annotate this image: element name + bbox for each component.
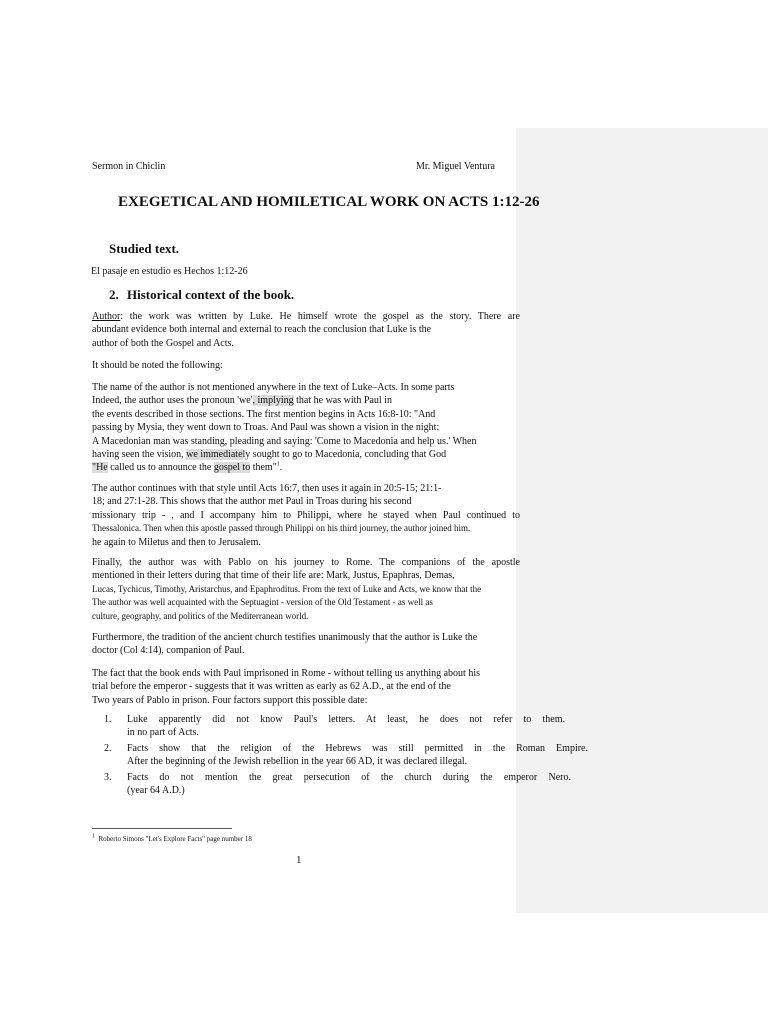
list-number: 2. (104, 742, 112, 754)
text-line: abundant evidence both internal and external to reach the conclusion that Luke is the (92, 324, 432, 336)
paragraph-finally (92, 556, 520, 623)
list-number: 3. (104, 771, 112, 783)
text-line: Two years of Pablo in prison. Four factors support this possible date: (92, 694, 368, 706)
paragraph-author-name (92, 381, 520, 475)
text-line: trial before the emperor - suggests that it was written as early as 62 A.D., at the end of the (92, 681, 451, 693)
text-line: Furthermore, the tradition of the ancient church testifies unanimously that the author is Luke the (92, 632, 478, 643)
paragraph-noted: It should be noted the following: (92, 360, 223, 371)
text-line (92, 310, 520, 323)
text-line: doctor (Col 4:14), companion of Paul. (92, 645, 245, 657)
text-line: culture, geography, and politics of the Mediterranean world. (92, 610, 309, 621)
footnote (92, 835, 252, 843)
text-line: mentioned in their letters during that time of their life are: Mark, Justus, Epaphras, Demas, (92, 570, 455, 582)
text-line: passing by Mysia, they went down to Troas. And Paul was shown a vision in the night: (92, 422, 440, 434)
text-span: Indeed, the author uses the pronoun 'we' (92, 395, 253, 407)
text-line: The name of the author is not mentioned anywhere in the text of Luke–Acts. In some parts (92, 382, 455, 393)
footnote-mark: 1 (92, 833, 95, 840)
text-span: them" (250, 462, 277, 474)
text-line: Finally, the author was with Pablo on his journey to Rome. The companions of the apostle (92, 557, 520, 568)
text-line: A Macedonian man was standing, pleading and saying: 'Come to Macedonia and help us.' When (92, 435, 477, 447)
text-line (92, 448, 520, 461)
header-left: Sermon in Chiclin (92, 161, 166, 172)
section-heading-text: Historical context of the book. (127, 287, 295, 302)
text-line: Facts do not mention the great persecution of the church during the emperor Nero. (127, 771, 571, 783)
text-line: The fact that the book ends with Paul imprisoned in Rome - without telling us anything about his (92, 668, 481, 679)
text-line: After the beginning of the Jewish rebellion in the year 66 AD, it was declared illegal. (127, 756, 468, 768)
header-right: Mr. Miguel Ventura (416, 161, 495, 172)
text-line: The author continues with that style until Acts 16:7, then uses it again in 20:5-15; 21:1- (92, 483, 442, 494)
text-line: Thessalonica. Then when this apostle passed through Philippi on his third journey, the author joined him. (92, 523, 471, 534)
text-line (92, 461, 520, 474)
list-item (104, 771, 594, 798)
author-label: Author (92, 311, 121, 322)
text-line: he again to Miletus and then to Jerusalem. (92, 536, 261, 548)
text-line: the events described in those sections. The first mention begins in Acts 16:8-10: "And (92, 408, 436, 420)
text-span: that he was with Paul in (293, 395, 392, 407)
text-span: ly sought to go to Macedonia, concluding that God (242, 449, 447, 461)
page-number: 1 (296, 854, 302, 866)
footnote-reference[interactable]: 1 (276, 462, 280, 469)
section-number: 2. (109, 287, 119, 302)
highlighted-text: , implying (252, 395, 294, 407)
text-line: Facts show that the religion of the Hebrews was still permitted in the Roman Empire. (127, 742, 588, 754)
text-line: The author was well acquainted with the Septuagint - version of the Old Testament - as well as (92, 597, 433, 608)
highlighted-text: we immediate (186, 449, 243, 461)
list-item (104, 742, 594, 769)
highlighted-text: "He (92, 462, 108, 474)
section-heading-historical-context (109, 287, 294, 303)
text-line: 18; and 27:1-28. This shows that the author met Paul in Troas during his second (92, 496, 412, 508)
footnote-text: Roberto Simons "Let's Explore Facts" page number 18 (98, 835, 252, 843)
text-line: Luke apparently did not know Paul's letters. At least, he does not refer to them. (127, 714, 565, 725)
text-line (92, 394, 520, 407)
text-line: missionary trip - , and I accompany him to Philippi, where he stayed when Paul continued to (92, 509, 520, 521)
text-span: called us to announce the (107, 462, 214, 474)
section-heading-studied-text: Studied text. (109, 241, 180, 256)
list-number: 1. (104, 714, 112, 725)
paragraph-author (92, 310, 520, 350)
text-span: : the work was written by Luke. He himself wrote the gospel as the story. There are (120, 311, 520, 322)
text-line: author of both the Gospel and Acts. (92, 337, 234, 349)
document-title: EXEGETICAL AND HOMILETICAL WORK ON ACTS 1:12-26 (118, 194, 540, 210)
list-item (104, 713, 594, 740)
footnote-separator (92, 828, 232, 829)
section-note: El pasaje en estudio es Hechos 1:12-26 (91, 266, 248, 277)
factors-list (104, 713, 594, 799)
paragraph-tradition (92, 631, 520, 658)
text-span: . (279, 462, 283, 474)
text-line: Lucas, Tychicus, Timothy, Aristarchus, and Epaphroditus. From the text of Luke and Acts, we know that the (92, 583, 482, 594)
text-line: in no part of Acts. (127, 727, 199, 739)
text-span: having seen the vision, (92, 449, 187, 461)
highlighted-text: gospel to (213, 462, 251, 474)
paragraph-fact (92, 667, 520, 707)
paragraph-continues (92, 482, 520, 549)
text-line: (year 64 A.D.) (127, 785, 185, 797)
